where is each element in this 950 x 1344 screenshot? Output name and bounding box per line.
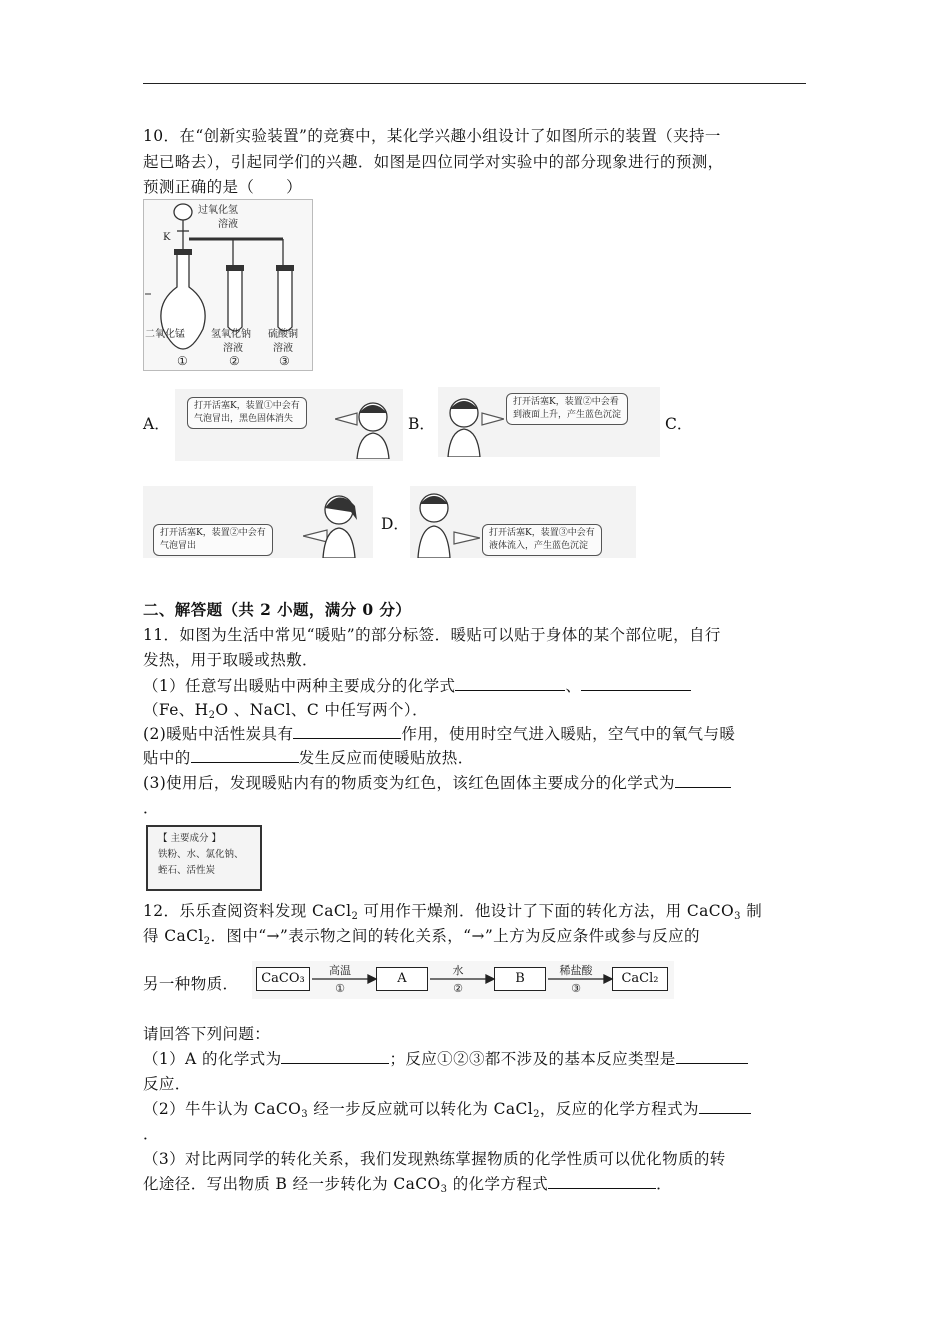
q11-blank-4[interactable]: [191, 747, 299, 763]
section-heading: 二、解答题（共 2 小题，满分 0 分）: [143, 600, 412, 619]
q11-blank-5[interactable]: [675, 772, 731, 788]
q11-blank-3[interactable]: [293, 723, 401, 739]
q12-ask: 请回答下列问题：: [143, 1025, 271, 1043]
option-c-bubble-line1: 打开活塞K，装置②中会有: [160, 528, 266, 538]
flow-box-cacl2: CaCl₂: [612, 967, 668, 991]
option-d-bubble: [482, 524, 602, 556]
apparatus-num-1: ①: [177, 354, 188, 368]
option-c-bubble: [153, 524, 273, 556]
q12-part3-cont: 化途径．写出物质 B 经一步转化为 CaCO$_3$ 的化学方程式 ．: [143, 1175, 673, 1195]
q11-part2-cont: 贴中的 发生反应而使暖贴放热．: [143, 749, 474, 767]
q11-part1: （1）任意写出暖贴中两种主要成分的化学式 、: [143, 674, 808, 698]
student-d-icon: [414, 488, 480, 558]
q10-line2: 起已略去），引起同学们的兴趣．如图是四位同学对实验中的部分现象进行的预测，: [143, 153, 724, 171]
apparatus-label-naoh-2: 溶液: [223, 343, 243, 354]
q11-part2: (2)暖贴中活性炭具有 作用，使用时空气进入暖贴，空气中的氧气与暖: [143, 725, 736, 743]
student-a-icon: [335, 397, 395, 459]
apparatus-label-mno2: 二氧化锰: [145, 329, 185, 340]
q11-blank-1[interactable]: [455, 675, 565, 691]
apparatus-label-cuso4-2: 溶液: [273, 343, 293, 354]
option-b-bubble-line2: 到液面上升，产生蓝色沉淀: [513, 410, 622, 420]
option-a-bubble: [187, 397, 307, 429]
flow-arrow3-bottom: ③: [571, 982, 581, 995]
flow-arrows: [252, 961, 674, 999]
q12-part3: （3）对比两同学的转化关系，我们发现熟练掌握物质的化学性质可以优化物质的转: [143, 1150, 726, 1168]
flow-arrow1-bottom: ①: [335, 982, 345, 995]
apparatus-label-cuso4-1: 硫酸铜: [268, 329, 298, 340]
warmer-label-row1: 铁粉、水、氯化钠、: [158, 849, 244, 860]
flow-arrow2-top: 水: [452, 964, 464, 977]
option-b-bubble-line1: 打开活塞K，装置②中会看: [513, 397, 619, 407]
q12-blank-2[interactable]: [676, 1048, 748, 1064]
option-d-figure: [410, 486, 636, 558]
q12-line2: 得 CaCl$_2$．图中“→”表示物之间的转化关系，“→”上方为反应条件或参与反应的: [143, 927, 700, 947]
apparatus-label-h2o2-2: 溶液: [218, 219, 238, 230]
q12-blank-1[interactable]: [281, 1048, 389, 1064]
q11-part1-hint: （Fe、$H_2O$ 、NaCl、C 中任写两个）．: [143, 701, 428, 721]
flow-box-caco3: CaCO₃: [256, 967, 310, 991]
header-rule: [143, 83, 806, 84]
option-b-letter: B．: [408, 415, 435, 433]
q11-line2: 发热，用于取暖或热敷．: [143, 651, 318, 669]
apparatus-figure: [143, 199, 313, 371]
q12-part2: （2）牛牛认为 CaCO$_3$ 经一步反应就可以转化为 CaCl$_2$，反应的化学方程式为: [143, 1097, 808, 1121]
option-a-bubble-line2: 气泡冒出，黑色固体消失: [194, 414, 294, 424]
flow-arrow1-top: 高温: [329, 964, 351, 977]
apparatus-label-h2o2-1: 过氧化氢: [198, 205, 238, 216]
student-b-icon: [444, 393, 504, 457]
q12-blank-4[interactable]: [548, 1173, 656, 1189]
option-c-letter: C．: [665, 415, 693, 433]
option-a-letter: A．: [143, 415, 170, 433]
option-b-bubble: [506, 393, 628, 425]
apparatus-num-2: ②: [229, 354, 240, 368]
q11-blank-2[interactable]: [581, 675, 691, 691]
flow-box-a: A: [376, 967, 428, 991]
option-a-bubble-line1: 打开活塞K，装置①中会有: [194, 401, 300, 411]
option-d-bubble-line1: 打开活塞K，装置③中会有: [489, 528, 595, 538]
q11-part3: (3)使用后，发现暖贴内有的物质变为红色，该红色固体主要成分的化学式为: [143, 771, 808, 795]
warmer-label-row2: 蛭石、活性炭: [158, 865, 216, 876]
conversion-flow-diagram: [252, 961, 674, 999]
q10-line1: 10．在“创新实验装置”的竞赛中，某化学兴趣小组设计了如图所示的装置（夹持一: [143, 127, 721, 145]
q11-line1: 11．如图为生活中常见“暖贴”的部分标签．暖贴可以贴于身体的某个部位呢，自行: [143, 626, 721, 644]
option-c-bubble-line2: 气泡冒出: [160, 541, 197, 551]
option-a-figure: [175, 389, 403, 461]
warmer-label-figure: [146, 825, 262, 891]
student-c-icon: [303, 490, 371, 558]
q12-blank-3[interactable]: [699, 1098, 751, 1114]
q12-part1: （1）A 的化学式为 ；反应①②③都不涉及的基本反应类型是: [143, 1047, 808, 1071]
apparatus-num-3: ③: [279, 354, 290, 368]
q10-line3: 预测正确的是（ ）: [143, 178, 303, 196]
option-d-letter: D．: [381, 515, 409, 533]
q12-line1: 12．乐乐查阅资料发现 CaCl$_2$ 可用作干燥剂．他设计了下面的转化方法，用 CaCO$_3$ 制: [143, 902, 763, 922]
option-d-bubble-line2: 液体流入，产生蓝色沉淀: [489, 541, 589, 551]
q12-line3: 另一种物质．: [143, 975, 239, 993]
flow-box-b: B: [494, 967, 546, 991]
apparatus-valve-label: K: [163, 232, 171, 243]
q12-part2-end: ．: [143, 1125, 159, 1143]
q12-part1-end: 反应．: [143, 1075, 191, 1093]
option-b-figure: [438, 387, 660, 457]
apparatus-label-naoh-1: 氢氧化钠: [211, 329, 251, 340]
warmer-label-title: 【 主要成分 】: [158, 833, 222, 844]
flow-arrow2-bottom: ②: [453, 982, 463, 995]
flow-arrow3-top: 稀盐酸: [559, 964, 593, 977]
q11-part3-end: ．: [143, 799, 159, 817]
option-c-figure: [143, 486, 373, 558]
